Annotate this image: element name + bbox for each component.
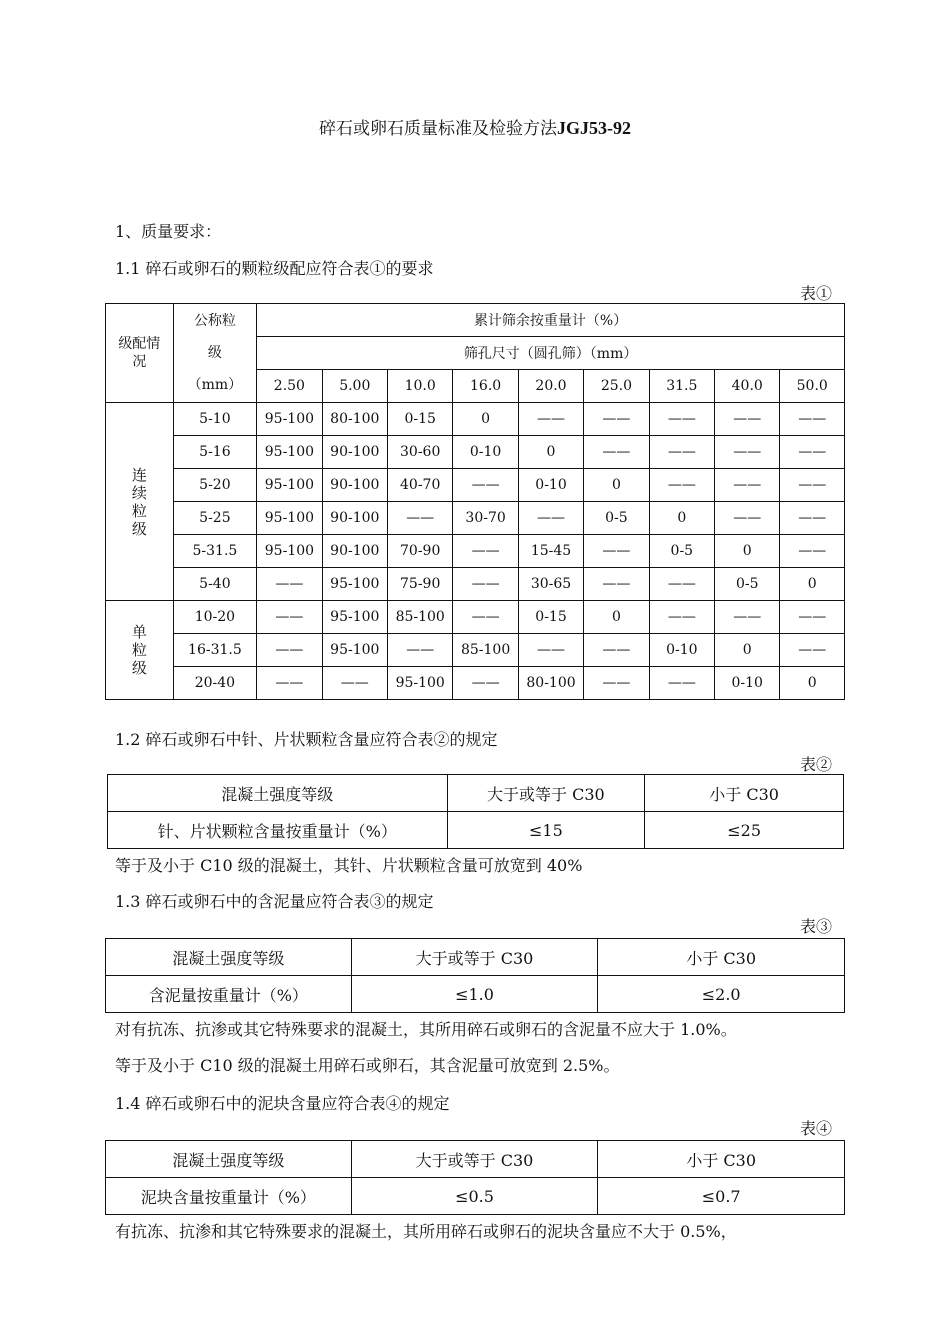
sieve-size-header-cell: 筛孔尺寸（圆孔筛）（mm） [257, 337, 845, 370]
t4-head-grade: 混凝土强度等级 [106, 1141, 352, 1178]
grading-value-cell: 30-65 [518, 568, 583, 601]
grading-value-cell: 90-100 [322, 436, 387, 469]
grading-value-cell: —— [584, 568, 649, 601]
grading-row [106, 535, 845, 568]
grading-value-cell: —— [780, 469, 845, 502]
grading-value-cell: 0 [649, 502, 714, 535]
grading-value-cell: 0 [715, 634, 780, 667]
t3-row-ge-c30: ≤1.0 [351, 976, 598, 1013]
table-3-note-2: 等于及小于 C10 级的混凝土用碎石或卵石，其含泥量可放宽到 2.5%。 [115, 1056, 620, 1075]
grading-value-cell: 70-90 [388, 535, 453, 568]
sieve-size-cell: 50.0 [780, 370, 845, 403]
grading-value-cell: —— [649, 403, 714, 436]
grading-value-cell: 95-100 [388, 667, 453, 700]
grading-value-cell: —— [453, 667, 518, 700]
grading-value-cell: 95-100 [257, 436, 322, 469]
grading-value-cell: 90-100 [322, 535, 387, 568]
t4-row-lt-c30: ≤0.7 [598, 1178, 845, 1215]
grading-value-cell: 0-15 [518, 601, 583, 634]
t4-head-lt-c30: 小于 C30 [598, 1141, 845, 1178]
grading-value-cell: 0 [453, 403, 518, 436]
grading-row [106, 667, 845, 700]
grading-value-cell: 15-45 [518, 535, 583, 568]
grading-value-cell: —— [649, 667, 714, 700]
nominal-size-cell: 5-25 [173, 502, 257, 535]
grading-value-cell: 0-10 [715, 667, 780, 700]
grading-value-cell: —— [257, 568, 322, 601]
t3-row-label: 含泥量按重量计（%） [106, 976, 352, 1013]
grading-value-cell: —— [780, 634, 845, 667]
grading-value-cell: 75-90 [388, 568, 453, 601]
sieve-size-cell: 2.50 [257, 370, 322, 403]
grading-value-cell: 95-100 [322, 634, 387, 667]
grading-value-cell: 30-70 [453, 502, 518, 535]
grading-value-cell: —— [780, 436, 845, 469]
grading-value-cell: 90-100 [322, 502, 387, 535]
grading-value-cell: —— [257, 667, 322, 700]
grading-value-cell: —— [518, 502, 583, 535]
needle-flake-table [107, 774, 844, 849]
sieve-size-cell: 5.00 [322, 370, 387, 403]
grading-value-cell: —— [257, 634, 322, 667]
grading-row [106, 568, 845, 601]
grading-value-cell: 95-100 [257, 403, 322, 436]
grading-value-cell: —— [584, 634, 649, 667]
grading-value-cell: 0-5 [584, 502, 649, 535]
grading-value-cell: —— [518, 634, 583, 667]
grading-value-cell: —— [649, 568, 714, 601]
grading-value-cell: 0-5 [715, 568, 780, 601]
t2-row-ge-c30: ≤15 [447, 812, 645, 849]
table-2-label: 表② [799, 755, 832, 774]
grading-row [106, 634, 845, 667]
grading-value-cell: 0 [780, 667, 845, 700]
group-continuous-cell-label: 连续粒级 [131, 465, 147, 538]
table-1-label: 表① [799, 284, 832, 303]
nominal-size-cell: 5-40 [173, 568, 257, 601]
grading-row [106, 469, 845, 502]
grading-value-cell: —— [257, 601, 322, 634]
grading-value-cell: —— [780, 601, 845, 634]
section-1-4-heading: 1.4 碎石或卵石中的泥块含量应符合表④的规定 [115, 1094, 450, 1113]
t4-head-ge-c30: 大于或等于 C30 [351, 1141, 598, 1178]
grading-value-cell: 0-10 [453, 436, 518, 469]
sieve-size-cell: 10.0 [388, 370, 453, 403]
t2-row-lt-c30: ≤25 [645, 812, 844, 849]
grading-value-cell: —— [584, 667, 649, 700]
grading-value-cell: 95-100 [322, 568, 387, 601]
nominal-size-cell: 16-31.5 [173, 634, 257, 667]
grading-value-cell: —— [388, 502, 453, 535]
nominal-size-header-cell: 公称粒级（mm） [173, 304, 257, 403]
grading-value-cell: 80-100 [322, 403, 387, 436]
sieve-size-cell: 16.0 [453, 370, 518, 403]
grading-value-cell: 0-10 [518, 469, 583, 502]
grading-value-cell: 95-100 [257, 502, 322, 535]
grading-value-cell: —— [780, 502, 845, 535]
grading-value-cell: 85-100 [453, 634, 518, 667]
clay-content-table [105, 938, 845, 1013]
table-2-note: 等于及小于 C10 级的混凝土，其针、片状颗粒含量可放宽到 40% [115, 856, 583, 875]
nominal-size-cell: 5-10 [173, 403, 257, 436]
grading-value-cell: —— [453, 535, 518, 568]
nominal-size-cell: 5-16 [173, 436, 257, 469]
grading-row [106, 601, 845, 634]
grading-value-cell: —— [715, 403, 780, 436]
table-4-note: 有抗冻、抗渗和其它特殊要求的混凝土，其所用碎石或卵石的泥块含量应不大于 0.5%， [115, 1222, 737, 1241]
grading-value-cell: 95-100 [257, 535, 322, 568]
grading-table [105, 303, 845, 700]
grading-value-cell: —— [584, 436, 649, 469]
section-1-heading: 1、质量要求： [115, 222, 222, 241]
grading-value-cell: 0 [584, 469, 649, 502]
nominal-size-cell: 10-20 [173, 601, 257, 634]
t2-row-label: 针、片状颗粒含量按重量计（%） [108, 812, 448, 849]
grading-value-cell: —— [715, 436, 780, 469]
grading-value-cell: —— [780, 535, 845, 568]
group-single-cell [106, 601, 174, 700]
grading-value-cell: —— [453, 568, 518, 601]
grading-value-cell: 95-100 [257, 469, 322, 502]
t3-head-ge-c30: 大于或等于 C30 [351, 939, 598, 976]
grading-value-cell: —— [584, 535, 649, 568]
grading-value-cell: 0 [780, 568, 845, 601]
t3-head-grade: 混凝土强度等级 [106, 939, 352, 976]
grading-value-cell: —— [715, 502, 780, 535]
grading-value-cell: —— [649, 436, 714, 469]
clay-lump-table [105, 1140, 845, 1215]
grading-header-cell: 级配情况 [106, 304, 174, 403]
title-code: JGJ53-92 [557, 118, 631, 138]
nominal-size-cell: 5-20 [173, 469, 257, 502]
nominal-size-cell: 5-31.5 [173, 535, 257, 568]
t3-head-lt-c30: 小于 C30 [598, 939, 845, 976]
grading-value-cell: 95-100 [322, 601, 387, 634]
t4-row-label: 泥块含量按重量计（%） [106, 1178, 352, 1215]
grading-value-cell: 80-100 [518, 667, 583, 700]
grading-value-cell: —— [388, 634, 453, 667]
grading-value-cell: —— [518, 403, 583, 436]
t3-row-lt-c30: ≤2.0 [598, 976, 845, 1013]
section-1-2-heading: 1.2 碎石或卵石中针、片状颗粒含量应符合表②的规定 [115, 730, 498, 749]
grading-row [106, 403, 845, 436]
nominal-size-cell: 20-40 [173, 667, 257, 700]
grading-value-cell: —— [453, 469, 518, 502]
t2-head-grade: 混凝土强度等级 [108, 775, 448, 812]
group-continuous-cell [106, 403, 174, 601]
grading-value-cell: 40-70 [388, 469, 453, 502]
grading-value-cell: 0 [584, 601, 649, 634]
grading-value-cell: 0-15 [388, 403, 453, 436]
sieve-size-cell: 20.0 [518, 370, 583, 403]
grading-value-cell: —— [649, 601, 714, 634]
grading-value-cell: 0 [715, 535, 780, 568]
group-single-cell-label: 单粒级 [131, 623, 147, 677]
t4-row-ge-c30: ≤0.5 [351, 1178, 598, 1215]
section-1-1-heading: 1.1 碎石或卵石的颗粒级配应符合表①的要求 [115, 259, 434, 278]
grading-row [106, 502, 845, 535]
document-title [0, 114, 950, 139]
sieve-size-cell: 25.0 [584, 370, 649, 403]
grading-value-cell: —— [584, 403, 649, 436]
grading-row [106, 436, 845, 469]
grading-value-cell: —— [649, 469, 714, 502]
grading-value-cell: 0-5 [649, 535, 714, 568]
grading-value-cell: 0 [518, 436, 583, 469]
sieve-size-cell: 31.5 [649, 370, 714, 403]
grading-value-cell: —— [715, 601, 780, 634]
table-3-note-1: 对有抗冻、抗渗或其它特殊要求的混凝土，其所用碎石或卵石的含泥量不应大于 1.0%。 [115, 1020, 737, 1039]
grading-value-cell: —— [780, 403, 845, 436]
grading-value-cell: 0-10 [649, 634, 714, 667]
t2-head-lt-c30: 小于 C30 [645, 775, 844, 812]
section-1-3-heading: 1.3 碎石或卵石中的含泥量应符合表③的规定 [115, 892, 434, 911]
grading-value-cell: —— [322, 667, 387, 700]
title-text: 碎石或卵石质量标准及检验方法 [319, 119, 557, 139]
cumulative-header-cell: 累计筛余按重量计（%） [257, 304, 845, 337]
grading-value-cell: 30-60 [388, 436, 453, 469]
t2-head-ge-c30: 大于或等于 C30 [447, 775, 645, 812]
table-3-label: 表③ [799, 917, 832, 936]
table-4-label: 表④ [799, 1119, 832, 1138]
grading-value-cell: 90-100 [322, 469, 387, 502]
grading-value-cell: 85-100 [388, 601, 453, 634]
grading-value-cell: —— [453, 601, 518, 634]
sieve-size-cell: 40.0 [715, 370, 780, 403]
grading-value-cell: —— [715, 469, 780, 502]
